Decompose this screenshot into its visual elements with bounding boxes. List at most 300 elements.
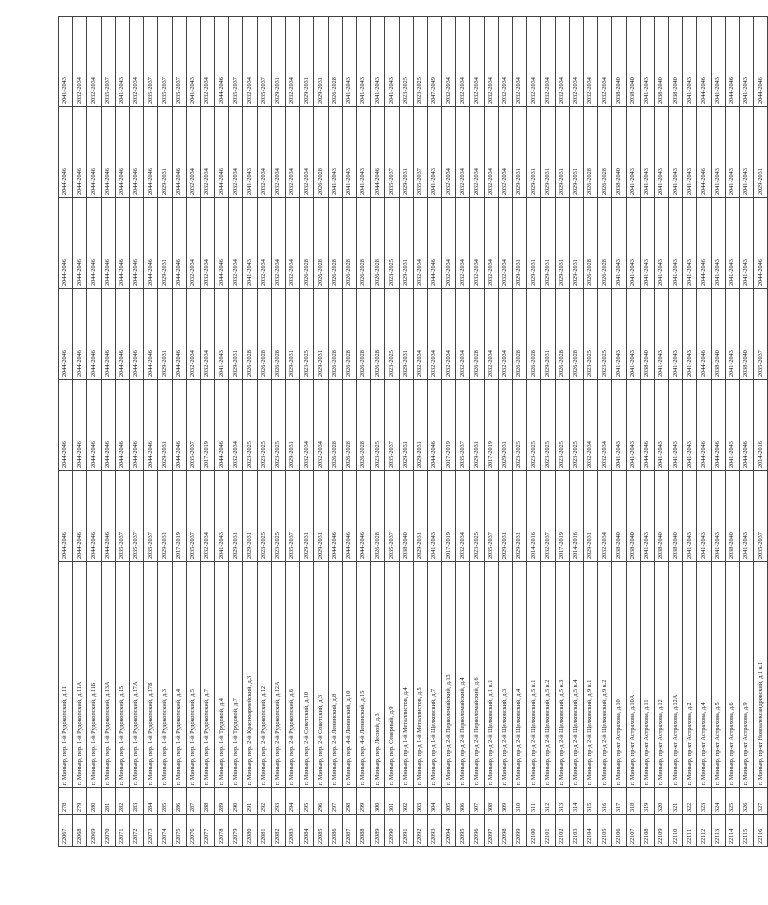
table-cell: 22073 [144, 815, 158, 847]
table-cell: 2032-2034 [129, 17, 143, 107]
table-cell: 2044-2046 [87, 289, 101, 380]
table-cell: 2044-2046 [129, 107, 143, 198]
table-cell: 2029-2031 [470, 380, 484, 471]
table-row [427, 17, 441, 847]
table-cell: 22082 [271, 815, 285, 847]
table-cell: 284 [144, 788, 158, 815]
table-cell: г. Миньяр, пр-кт Астрахова, д.10 [612, 562, 626, 788]
table-cell: 2041-2043 [683, 289, 697, 380]
table-row [626, 17, 640, 847]
table-cell: 2044-2046 [59, 289, 73, 380]
table-cell: 2044-2046 [87, 107, 101, 198]
table-cell: г. Миньяр, пр-кт Астрахова, д.12 [654, 562, 668, 788]
table-cell: 289 [215, 788, 229, 815]
table-cell: 2032-2034 [598, 380, 612, 471]
table-cell: 2044-2046 [172, 289, 186, 380]
table-cell: г. Миньяр, пр-д 2-й Щелковский, д.3 [498, 562, 512, 788]
table-cell: 2041-2043 [683, 198, 697, 289]
table-cell: 2032-2034 [583, 17, 597, 107]
table-cell: 2032-2034 [413, 198, 427, 289]
table-cell: г. Миньяр, пер. 1-й Рудокопский, д.13А [101, 562, 115, 788]
table-cell: г. Миньяр, пер. 1-й Рудокопский, д.3 [158, 562, 172, 788]
table-cell: 2044-2046 [73, 107, 87, 198]
table-cell: 2032-2034 [498, 198, 512, 289]
table-cell: 2023-2025 [371, 380, 385, 471]
table-cell: 2044-2046 [59, 107, 73, 198]
table-cell: 2041-2043 [612, 198, 626, 289]
table-cell: 2029-2031 [569, 198, 583, 289]
table-cell: г. Миньяр, пр-д 1-й Металлистов, д.4 [399, 562, 413, 788]
table-cell: 2029-2031 [300, 471, 314, 562]
table-cell: г. Миньяр, пер. 1-й Рудокопский, д.7 [200, 562, 214, 788]
table-cell: 2032-2034 [442, 289, 456, 380]
table-cell: 22084 [300, 815, 314, 847]
table-cell: 2029-2031 [513, 107, 527, 198]
table-cell: 2029-2031 [413, 380, 427, 471]
table-row [158, 17, 172, 847]
table-row [541, 17, 555, 847]
table-cell: 2044-2046 [59, 380, 73, 471]
table-cell: 2035-2037 [186, 471, 200, 562]
table-cell: 22105 [598, 815, 612, 847]
table-cell: 22081 [257, 815, 271, 847]
table-cell: 22103 [569, 815, 583, 847]
table-cell: 2041-2043 [186, 17, 200, 107]
table-cell: 2044-2046 [129, 289, 143, 380]
table-cell: 2029-2031 [286, 380, 300, 471]
table-cell: 2044-2046 [101, 289, 115, 380]
table-cell: 2038-2040 [626, 17, 640, 107]
table-cell: 22088 [356, 815, 370, 847]
table-cell: 2041-2043 [654, 198, 668, 289]
table-cell: 2029-2031 [229, 289, 243, 380]
table-cell: 2035-2037 [385, 471, 399, 562]
table-cell: 2044-2046 [73, 380, 87, 471]
table-cell: 2038-2040 [740, 289, 754, 380]
table-cell: 2041-2043 [740, 198, 754, 289]
table-cell: 2032-2034 [229, 198, 243, 289]
table-cell: 302 [399, 788, 413, 815]
table-row [129, 17, 143, 847]
table-row [215, 17, 229, 847]
table-cell: 307 [470, 788, 484, 815]
table-cell: 2017-2019 [555, 471, 569, 562]
table-cell: 2041-2043 [654, 380, 668, 471]
table-cell: 22075 [172, 815, 186, 847]
table-cell: 2029-2031 [754, 107, 768, 198]
table-cell: 2023-2025 [583, 289, 597, 380]
table-cell: 2047-2049 [427, 17, 441, 107]
table-cell: 311 [527, 788, 541, 815]
table-cell: 22110 [669, 815, 683, 847]
table-cell: 2038-2040 [612, 471, 626, 562]
table-cell: 2044-2046 [215, 17, 229, 107]
table-cell: 2026-2028 [583, 107, 597, 198]
table-cell: г. Миньяр, пер. Северный, д.9 [385, 562, 399, 788]
table-cell: 2044-2046 [101, 198, 115, 289]
table-cell: 22115 [740, 815, 754, 847]
table-cell: 2044-2046 [356, 471, 370, 562]
table-cell: 2041-2043 [215, 471, 229, 562]
table-row [356, 17, 370, 847]
table-cell: 2032-2034 [243, 17, 257, 107]
table-cell: 2032-2034 [427, 289, 441, 380]
table-cell: г. Миньяр, пер. 2-й Ленинский, д.8 [328, 562, 342, 788]
table-cell: 2026-2028 [342, 198, 356, 289]
table-cell: 22108 [640, 815, 654, 847]
table-cell: 2044-2046 [215, 107, 229, 198]
table-row [654, 17, 668, 847]
table-cell: 2017-2019 [442, 471, 456, 562]
table-cell: 2032-2034 [271, 107, 285, 198]
table-cell: 293 [271, 788, 285, 815]
table-cell: 299 [356, 788, 370, 815]
table-cell: 2044-2046 [427, 380, 441, 471]
table-cell: 2032-2034 [456, 107, 470, 198]
table-cell: 2038-2040 [399, 471, 413, 562]
table-row [229, 17, 243, 847]
table-cell: 2044-2046 [172, 380, 186, 471]
table-cell: 2041-2043 [427, 471, 441, 562]
table-row [87, 17, 101, 847]
table-cell: г. Миньяр, пер. Лесной, д.3 [371, 562, 385, 788]
table-row [385, 17, 399, 847]
table-cell: 2041-2043 [640, 17, 654, 107]
table-cell: 2026-2028 [342, 380, 356, 471]
table-cell: 285 [158, 788, 172, 815]
table-cell: 22089 [371, 815, 385, 847]
table-cell: 22112 [697, 815, 711, 847]
table-cell: г. Миньяр, пр-д 2-й Перволомайский, д.6 [470, 562, 484, 788]
table-cell: 2038-2040 [654, 471, 668, 562]
table-cell: 295 [300, 788, 314, 815]
table-cell: г. Миньяр, пер. 2-й Советский, д.3 [314, 562, 328, 788]
table-cell: 2032-2034 [200, 107, 214, 198]
table-cell: 2029-2031 [399, 198, 413, 289]
table-cell: г. Миньяр, пер. 1-й Рудокопский, д.15 [115, 562, 129, 788]
table-cell: 2035-2037 [754, 289, 768, 380]
table-cell: 2032-2034 [470, 107, 484, 198]
table-cell: 2023-2025 [513, 380, 527, 471]
table-cell: 2026-2028 [356, 198, 370, 289]
table-cell: 2035-2037 [229, 17, 243, 107]
table-cell: 22068 [73, 815, 87, 847]
table-cell: 2035-2037 [172, 17, 186, 107]
table-cell: 2038-2040 [669, 17, 683, 107]
table-cell: 279 [73, 788, 87, 815]
table-cell: г. Миньяр, пр-д 2-й Щелковский, д.4 [513, 562, 527, 788]
table-cell: 2032-2034 [498, 289, 512, 380]
table-cell: 2032-2034 [456, 471, 470, 562]
table-cell: г. Миньяр, пр-д 2-й Щелковский, д.5 к.1 [527, 562, 541, 788]
table-cell: 2044-2046 [754, 198, 768, 289]
table-cell: 2032-2034 [456, 198, 470, 289]
table-cell: 2044-2046 [115, 289, 129, 380]
table-cell: 2044-2046 [73, 471, 87, 562]
table-cell: 2032-2034 [87, 17, 101, 107]
table-cell: 2041-2043 [725, 289, 739, 380]
table-cell: 2023-2025 [271, 380, 285, 471]
table-cell: 2029-2031 [541, 198, 555, 289]
table-cell: 2026-2028 [300, 198, 314, 289]
table-cell: 2041-2043 [725, 380, 739, 471]
table-cell: 305 [442, 788, 456, 815]
table-cell: 2044-2046 [427, 198, 441, 289]
table-cell: 2032-2034 [300, 380, 314, 471]
table-cell: 2041-2043 [243, 198, 257, 289]
table-cell: 22087 [342, 815, 356, 847]
table-cell: г. Миньяр, пр-д 2-й Щелковский, д.5 к.2 [541, 562, 555, 788]
table-cell: 300 [371, 788, 385, 815]
table-cell: 2029-2031 [229, 471, 243, 562]
table-cell: 292 [257, 788, 271, 815]
table-cell: 2032-2034 [200, 471, 214, 562]
table-cell: 294 [286, 788, 300, 815]
table-row [300, 17, 314, 847]
table-cell: г. Миньяр, пр-кт Астрахова, д.12А [669, 562, 683, 788]
table-cell: 2029-2031 [498, 471, 512, 562]
table-cell: 2041-2043 [711, 107, 725, 198]
table-cell: 2026-2028 [583, 198, 597, 289]
table-cell: 2032-2034 [413, 289, 427, 380]
table-row [711, 17, 725, 847]
table-cell: 22107 [626, 815, 640, 847]
table-cell: 2041-2043 [654, 289, 668, 380]
table-cell: 2023-2025 [399, 17, 413, 107]
table-row [612, 17, 626, 847]
table-cell: 2017-2019 [484, 380, 498, 471]
table-cell: 301 [385, 788, 399, 815]
table-cell: 22078 [215, 815, 229, 847]
table-cell: 2035-2037 [158, 17, 172, 107]
table-cell: 2041-2043 [215, 289, 229, 380]
table-cell: 2026-2028 [243, 289, 257, 380]
table-cell: 2032-2034 [598, 471, 612, 562]
table-cell: 2044-2046 [101, 380, 115, 471]
table-cell: г. Миньяр, пр-д 2-й Перволомайский, д.4 [456, 562, 470, 788]
table-cell: 2032-2034 [555, 17, 569, 107]
table-cell: 2029-2031 [158, 471, 172, 562]
table-cell: 22086 [328, 815, 342, 847]
table-cell: 2032-2034 [484, 198, 498, 289]
table-cell: 2026-2028 [328, 380, 342, 471]
table-cell: 2032-2037 [541, 471, 555, 562]
table-cell: 22111 [683, 815, 697, 847]
table-body [59, 17, 768, 847]
table-cell: 2041-2043 [711, 17, 725, 107]
table-cell: 2029-2031 [158, 289, 172, 380]
table-row [555, 17, 569, 847]
table-cell: 22071 [115, 815, 129, 847]
table-cell: 2041-2043 [342, 17, 356, 107]
table-cell: 2035-2037 [129, 471, 143, 562]
table-cell: 2029-2031 [300, 17, 314, 107]
table-cell: 2023-2025 [257, 471, 271, 562]
table-cell: г. Миньяр, пр-кт Астрахова, д.10А [626, 562, 640, 788]
table-cell: 22070 [101, 815, 115, 847]
table-row [484, 17, 498, 847]
table-cell: г. Миньяр, пр-д 1-й Щелковский, д.7 [427, 562, 441, 788]
table-cell: г. Миньяр, пер. 1-й Рудокопский, д.11 [59, 562, 73, 788]
table-cell: 2023-2025 [598, 289, 612, 380]
table-cell: 2023-2025 [470, 471, 484, 562]
table-cell: 22094 [442, 815, 456, 847]
table-row [725, 17, 739, 847]
table-cell: 312 [541, 788, 555, 815]
table-cell: 2026-2028 [271, 289, 285, 380]
table-cell: 2014-2016 [527, 471, 541, 562]
table-row [172, 17, 186, 847]
table-cell: 280 [87, 788, 101, 815]
table-cell: 2032-2034 [314, 380, 328, 471]
table-cell: 22091 [399, 815, 413, 847]
table-row [583, 17, 597, 847]
table-row [328, 17, 342, 847]
table-cell: 22114 [725, 815, 739, 847]
table-cell: 2041-2043 [683, 380, 697, 471]
table-cell: 2029-2031 [399, 289, 413, 380]
table-cell: 2032-2034 [484, 17, 498, 107]
table-cell: 2041-2043 [612, 289, 626, 380]
table-cell: 2044-2046 [115, 380, 129, 471]
table-cell: 2032-2034 [484, 289, 498, 380]
table-cell: 2026-2028 [328, 289, 342, 380]
table-cell: 2032-2034 [73, 17, 87, 107]
table-cell: 2044-2046 [740, 380, 754, 471]
table-cell: 2029-2031 [399, 107, 413, 198]
table-cell: 2041-2043 [427, 107, 441, 198]
table-cell: 2035-2037 [754, 471, 768, 562]
table-cell: 2035-2037 [484, 471, 498, 562]
table-cell: 2044-2046 [371, 107, 385, 198]
table-cell: 22069 [87, 815, 101, 847]
table-cell: 2029-2031 [583, 471, 597, 562]
table-cell: 2044-2046 [115, 107, 129, 198]
table-row [640, 17, 654, 847]
table-cell: 2041-2043 [385, 17, 399, 107]
table-cell: 2044-2046 [640, 380, 654, 471]
table-row [186, 17, 200, 847]
table-cell: 22079 [229, 815, 243, 847]
table-cell: 22116 [754, 815, 768, 847]
table-cell: 2029-2031 [413, 471, 427, 562]
table-cell: 2032-2034 [200, 198, 214, 289]
table-cell: 2029-2031 [314, 289, 328, 380]
table-cell: 2023-2025 [555, 380, 569, 471]
table-cell: 2023-2025 [385, 198, 399, 289]
table-cell: 22077 [200, 815, 214, 847]
table-cell: 287 [186, 788, 200, 815]
table-cell: 22083 [286, 815, 300, 847]
table-cell: г. Миньяр, пер. 2-й Красноармейский, д.3 [243, 562, 257, 788]
table-cell: 2044-2046 [697, 380, 711, 471]
table-cell: 2035-2037 [286, 471, 300, 562]
table-cell: 2041-2043 [697, 471, 711, 562]
table-cell: 22095 [456, 815, 470, 847]
table-cell: 2032-2034 [442, 198, 456, 289]
table-row [257, 17, 271, 847]
table-row [754, 17, 768, 847]
table-cell: 2041-2043 [669, 380, 683, 471]
table-cell: 315 [583, 788, 597, 815]
table-cell: 2026-2028 [314, 107, 328, 198]
table-cell: 2029-2031 [158, 107, 172, 198]
table-cell: 308 [484, 788, 498, 815]
table-cell: 2032-2034 [286, 198, 300, 289]
table-cell: 2032-2034 [271, 198, 285, 289]
table-cell: 296 [314, 788, 328, 815]
table-cell: 2044-2046 [711, 380, 725, 471]
table-cell: 2032-2034 [200, 289, 214, 380]
table-cell: 2044-2046 [73, 198, 87, 289]
table-cell: 2026-2028 [328, 17, 342, 107]
table-cell: 22106 [612, 815, 626, 847]
table-cell: 22096 [470, 815, 484, 847]
table-cell: 2026-2028 [569, 289, 583, 380]
table-cell: 314 [569, 788, 583, 815]
table-cell: 2041-2043 [725, 107, 739, 198]
table-cell: 2029-2031 [314, 471, 328, 562]
table-cell: г. Миньяр, пер. 2-й Рудокопский, д.12 [257, 562, 271, 788]
table-cell: 2044-2046 [101, 107, 115, 198]
table-cell: 2014-2016 [569, 471, 583, 562]
table-row [513, 17, 527, 847]
table-cell: 2026-2028 [371, 198, 385, 289]
table-cell: 2041-2043 [626, 289, 640, 380]
table-cell: 22098 [498, 815, 512, 847]
table-cell: 22074 [158, 815, 172, 847]
table-cell: 327 [754, 788, 768, 815]
table-cell: 2017-2019 [200, 380, 214, 471]
table-cell: г. Миньяр, пр-кт Астрахова, д.9 [740, 562, 754, 788]
table-cell: 2029-2031 [541, 107, 555, 198]
table-cell: 2029-2031 [569, 107, 583, 198]
table-cell: 2038-2040 [612, 107, 626, 198]
table-cell: 325 [725, 788, 739, 815]
table-cell: 324 [711, 788, 725, 815]
table-cell: 2044-2046 [73, 289, 87, 380]
table-cell: 278 [59, 788, 73, 815]
table-cell: 2041-2043 [740, 107, 754, 198]
table-cell: 2044-2046 [328, 471, 342, 562]
table-cell: 2044-2046 [87, 198, 101, 289]
table-cell: 319 [640, 788, 654, 815]
table-cell: г. Миньяр, пр-д 2-й Щелковский, д.9 к.1 [583, 562, 597, 788]
table-cell: 2035-2037 [456, 380, 470, 471]
table-cell: г. Миньяр, пер. 2-й Советский, д.10 [300, 562, 314, 788]
table-cell: г. Миньяр, пер. 1-й Трудовой, д.4 [215, 562, 229, 788]
table-cell: 2041-2043 [640, 107, 654, 198]
table-cell: г. Миньяр, пер. 2-й Рудокопский, д.12А [271, 562, 285, 788]
table-cell: 2041-2043 [654, 107, 668, 198]
table-cell: 2044-2046 [144, 198, 158, 289]
table-cell: 2032-2034 [229, 380, 243, 471]
table-cell: 2044-2046 [144, 289, 158, 380]
table-cell: 22109 [654, 815, 668, 847]
table-cell: 282 [115, 788, 129, 815]
table-cell: 288 [200, 788, 214, 815]
table-cell: 2026-2028 [356, 380, 370, 471]
table-cell: 2032-2034 [186, 289, 200, 380]
table-cell: 22080 [243, 815, 257, 847]
table-cell: 2044-2046 [342, 471, 356, 562]
table-cell: г. Миньяр, пер. 1-й Рудокопский, д.17Б [144, 562, 158, 788]
table-cell: 2041-2043 [740, 17, 754, 107]
table-cell: 2038-2040 [626, 471, 640, 562]
table-cell: г. Миньяр, пр-д 2-й Щелковский, д.1 к.1 [484, 562, 498, 788]
table-cell: 2041-2043 [243, 107, 257, 198]
table-cell: 2041-2043 [683, 107, 697, 198]
